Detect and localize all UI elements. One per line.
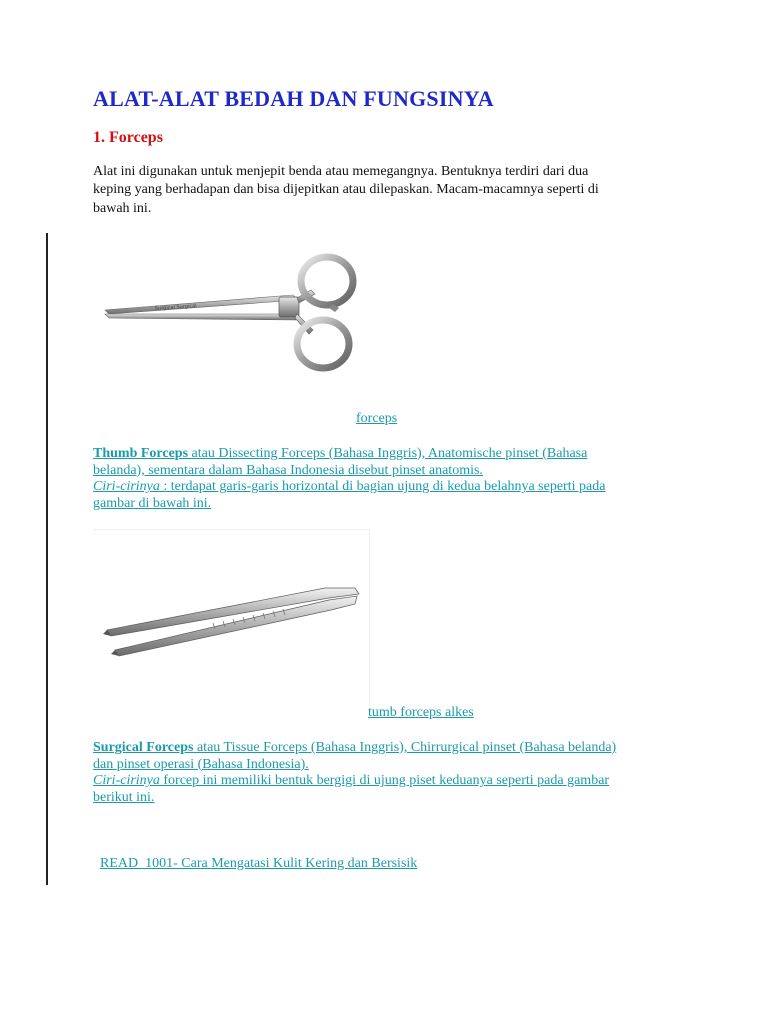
intro-line: bawah ini.	[93, 200, 152, 216]
surgical-line-2	[93, 757, 693, 774]
thumb-forceps-link[interactable]: Thumb Forceps	[93, 446, 189, 461]
thumb-ciri-line-2	[93, 496, 683, 513]
surgical-desc-link-2[interactable]: dan pinset operasi (Bahasa Indonesia).	[93, 756, 309, 772]
thumb-ciri-label[interactable]: Ciri-cirinya	[93, 479, 160, 495]
intro-line: Alat ini digunakan untuk menjepit benda atau memegangnya. Bentuknya terdiri dari dua	[93, 164, 589, 179]
thumb-line-2	[93, 463, 683, 480]
thumb-desc-link[interactable]: atau Dissecting Forceps (Bahasa Inggris), Anatomische pinset (Bahasa	[188, 446, 588, 461]
surgical-ciri-text-2[interactable]: berikut ini.	[93, 790, 155, 806]
forceps-caption	[356, 411, 397, 427]
forceps-image	[93, 248, 365, 378]
thumb-ciri-line	[93, 479, 683, 496]
thumb-line-1	[93, 446, 683, 463]
tweezers-illustration	[93, 530, 369, 706]
surgical-ciri-line	[93, 773, 693, 790]
surgical-desc-link[interactable]: atau Tissue Forceps (Bahasa Inggris), Chirrurgical pinset (Bahasa belanda)	[193, 740, 617, 755]
thumb-forceps-caption-link[interactable]: tumb forceps alkes	[368, 705, 474, 720]
hemostat-illustration	[93, 248, 365, 378]
surgical-ciri-label[interactable]: Ciri-cirinya	[93, 773, 160, 789]
surgical-ciri-text[interactable]: forcep ini memiliki bentuk bergigi di ujung piset keduanya seperti pada gambar	[159, 773, 610, 789]
thumb-forceps-caption	[368, 705, 474, 721]
surgical-ciri-line-2	[93, 790, 693, 807]
page-title: ALAT-ALAT BEDAH DAN FUNGSINYA	[93, 86, 494, 111]
surgical-line-1	[93, 740, 693, 757]
read-more-link[interactable]: READ 1001- Cara Mengatasi Kulit Kering dan Bersisik	[100, 856, 418, 871]
thumb-forceps-block	[93, 446, 683, 513]
thumb-ciri-text-2[interactable]: gambar di bawah ini.	[93, 496, 212, 512]
surgical-forceps-link[interactable]: Surgical Forceps	[93, 740, 194, 755]
intro-line: keping yang berhadapan dan bisa dijepitkan atau dilepaskan. Macam-macamnya seperti di	[93, 182, 599, 198]
section-heading: 1. Forceps	[93, 129, 163, 146]
thumb-desc-link-2[interactable]: belanda), sementara dalam Bahasa Indonesia disebut pinset anatomis.	[93, 462, 483, 478]
forceps-caption-link[interactable]: forceps	[356, 411, 398, 426]
surgical-forceps-block	[93, 740, 693, 807]
engraving-text: Surgical Surgical	[154, 303, 197, 312]
thumb-ciri-text[interactable]: : terdapat garis-garis horizontal di bagian ujung di kedua belahnya seperti pada	[159, 479, 606, 495]
intro-paragraph	[93, 163, 673, 218]
read-more	[93, 840, 417, 872]
thumb-forceps-image	[93, 529, 370, 706]
left-margin-rule	[46, 233, 48, 885]
